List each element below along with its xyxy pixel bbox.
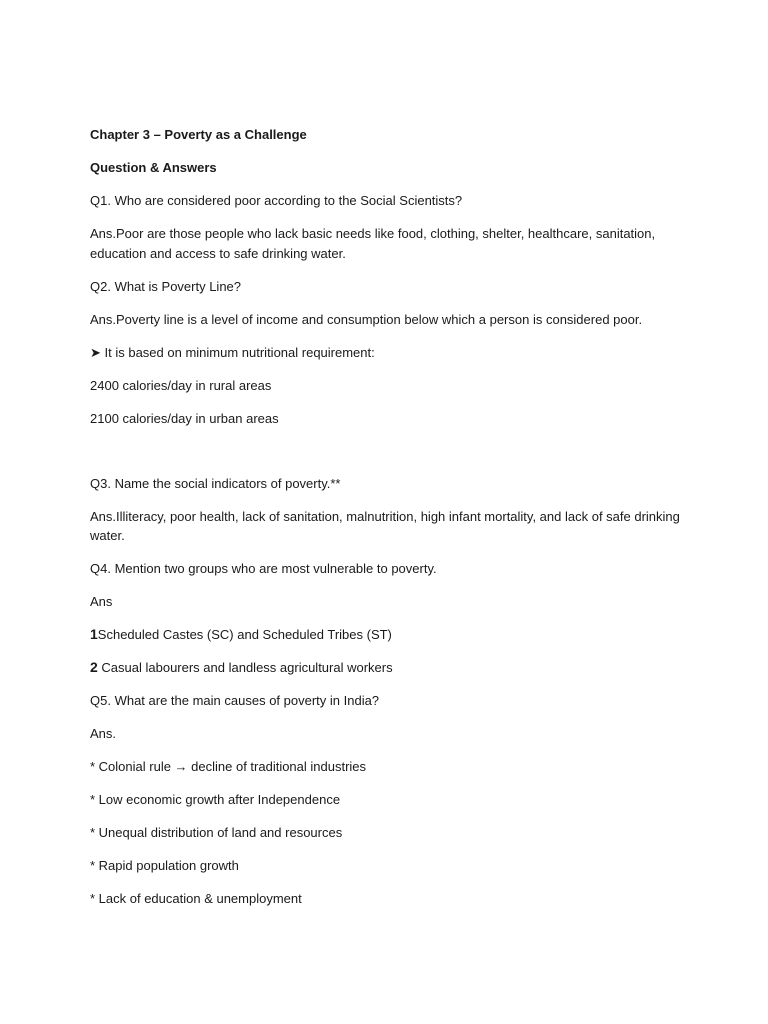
- q4-item-1: [90, 625, 690, 645]
- q4-item-2-number: 2: [90, 659, 98, 675]
- q4-item-1-text: Scheduled Castes (SC) and Scheduled Tribes (ST): [97, 627, 392, 642]
- q5-cause: * Unequal distribution of land and resources: [90, 825, 343, 840]
- q5-cause: * Rapid population growth: [90, 858, 239, 873]
- q4-item-2-text: Casual labourers and landless agricultural workers: [97, 660, 393, 675]
- q5-question: Q5. What are the main causes of poverty in India?: [90, 693, 380, 708]
- chapter-title: Chapter 3 – Poverty as a Challenge: [90, 127, 307, 142]
- q5-cause: * Low economic growth after Independence: [90, 792, 341, 807]
- section-heading: Question & Answers: [90, 160, 217, 175]
- q4-answer-label: Ans: [90, 594, 113, 609]
- q2-question: Q2. What is Poverty Line?: [90, 278, 242, 294]
- blank-line: [90, 442, 690, 474]
- q4-item-1-number: 1: [90, 626, 98, 642]
- q5-answer-label: Ans.: [90, 726, 117, 741]
- q3-answer: Ans.Illiteracy, poor health, lack of sanitation, malnutrition, high infant mortality, and lack of safe drinking water.: [90, 508, 680, 543]
- q3-question: Q3. Name the social indicators of poverty.**: [90, 475, 341, 491]
- q5-cause: * Colonial rule → decline of traditional industries: [90, 759, 367, 774]
- q4-item-2: [90, 658, 690, 678]
- q5-cause: * Lack of education & unemployment: [90, 891, 302, 906]
- q4-question: Q4. Mention two groups who are most vulnerable to poverty.: [90, 561, 437, 576]
- q1-answer: Ans.Poor are those people who lack basic needs like food, clothing, shelter, healthcare, sanitation, education and access to safe drinking water.: [90, 226, 656, 261]
- q1-question: Q1. Who are considered poor according to the Social Scientists?: [90, 193, 463, 208]
- q2-rural: 2400 calories/day in rural areas: [90, 377, 272, 393]
- q2-urban: 2100 calories/day in urban areas: [90, 410, 279, 426]
- document-body: [90, 125, 690, 922]
- q2-bullet: ➤ It is based on minimum nutritional requirement:: [90, 344, 375, 360]
- q2-answer: Ans.Poverty line is a level of income and consumption below which a person is considered poor.: [90, 311, 643, 327]
